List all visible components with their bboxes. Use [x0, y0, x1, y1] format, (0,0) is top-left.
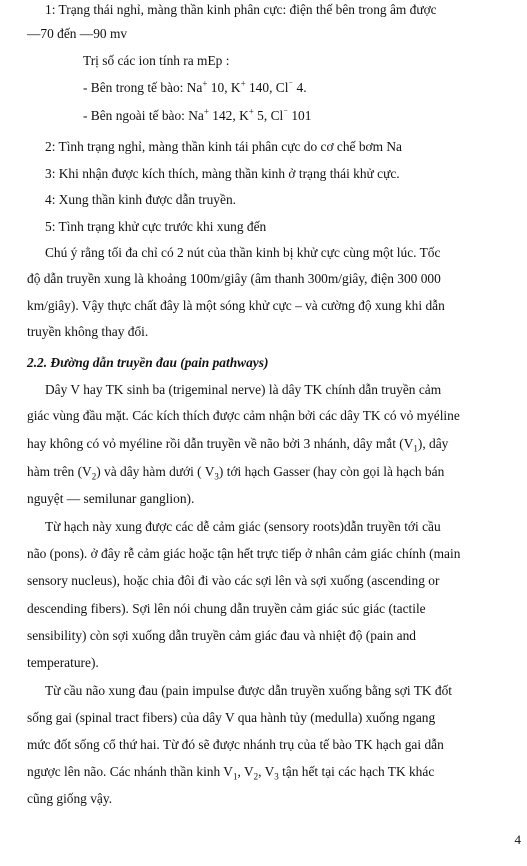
ions-outside-a: - Bên ngoài tế bào: Na	[83, 108, 204, 123]
sub-3: 3	[274, 771, 279, 782]
para1-line-1: Chú ý rằng tối đa chỉ có 2 nút của thần kinh bị khử cực cùng một lúc. Tốc	[45, 245, 441, 260]
sub-1: 1	[413, 443, 418, 454]
sup-plus: +	[203, 106, 209, 117]
para4-line-3: mức đốt sống cổ thứ hai. Từ đó sẽ được nhánh trụ của tế bào TK hạch gai dẫn	[27, 737, 444, 752]
para2-line-2: giác vùng đầu mặt. Các kích thích được cảm nhận bởi các dây TK có vỏ myéline	[27, 408, 460, 423]
ions-inside-d: 4.	[293, 80, 307, 95]
para4-line-4d: tận hết tại các hạch TK khác	[278, 764, 435, 779]
sub-2: 2	[91, 471, 97, 482]
para4-line-4b: , V	[237, 764, 254, 779]
para2-line-3b: ), dây	[417, 436, 449, 451]
para4-line-4a: ngược lên não. Các nhánh thần kinh V	[27, 764, 233, 779]
sup-minus: ⁻	[283, 106, 288, 117]
para2-line-3a: hay không có vỏ myéline rồi dẫn truyền về não bởi 3 nhánh, dây mắt (V	[27, 436, 414, 451]
para2-line-1: Dây V hay TK sinh ba (trigeminal nerve) là dây TK chính dẫn truyền cảm	[45, 382, 442, 397]
para2-line-4b: ) và dây hàm dưới ( V	[96, 464, 215, 479]
ions-intro: Trị số các ion tính ra mEp :	[83, 53, 230, 68]
sup-plus: +	[202, 78, 208, 89]
para2-line-5: nguyệt — semilunar ganglion).	[27, 491, 195, 506]
para4-line-2: sống gai (spinal tract fibers) của dây V qua hành tủy (medulla) xuống ngang	[27, 710, 436, 725]
para2-line-3	[27, 436, 448, 452]
section-heading: 2.2. Đường dẫn truyền đau (pain pathways)	[27, 355, 269, 370]
para3-line-5: sensibility) còn sợi xuống dẫn truyền cảm giác đau và nhiệt độ (pain and	[27, 628, 416, 643]
para4-line-1: Từ cầu não xung đau (pain impulse được dẫn truyền xuống bằng sợi TK đốt	[45, 683, 453, 698]
ions-inside-b: 10, K	[207, 80, 241, 95]
para3-line-6: temperature).	[27, 655, 99, 670]
ions-inside-a: - Bên trong tế bào: Na	[83, 80, 203, 95]
sub-3: 3	[214, 471, 219, 482]
ions-inside	[83, 80, 307, 96]
para4-line-5: cũng giống vậy.	[27, 791, 113, 806]
list-item-1-line-2: —70 đến —90 mv	[27, 26, 128, 41]
ions-outside-b: 142, K	[208, 108, 249, 123]
ions-outside	[83, 108, 311, 124]
para3-line-2: não (pons). ở đây rễ cảm giác hoặc tận hết trực tiếp ở nhân cảm giác chính (main	[27, 546, 461, 561]
page-number: 4	[514, 832, 521, 847]
list-item-2: 2: Tình trạng nghỉ, màng thần kinh tái phân cực do cơ chế bơm Na	[45, 139, 402, 154]
list-item-3: 3: Khi nhận được kích thích, màng thần kinh ở trạng thái khử cực.	[45, 166, 400, 181]
list-item-1-line-1: 1: Trạng thái nghỉ, màng thần kinh phân cực: điện thế bên trong âm được	[45, 2, 437, 17]
para1-line-4: truyền không thay đổi.	[27, 324, 149, 339]
ions-outside-d: 101	[287, 108, 312, 123]
list-item-5: 5: Tình trạng khử cực trước khi xung đến	[45, 219, 267, 234]
sup-minus: ⁻	[288, 78, 294, 89]
para3-line-3: sensory nucleus), hoặc chia đôi đi vào các sợi lên và sợi xuống (ascending or	[27, 573, 440, 588]
para4-line-4c: , V	[258, 764, 275, 779]
para3-line-1: Từ hạch này xung được các dễ cảm giác (sensory roots)dẫn truyền tới cầu	[45, 519, 441, 534]
ions-inside-c: 140, Cl	[245, 80, 289, 95]
para2-line-4	[27, 464, 444, 480]
para3-line-4: descending fibers). Sợi lên nói chung dẫn truyền cảm giác súc giác (tactile	[27, 601, 426, 616]
list-item-4: 4: Xung thần kinh được dẫn truyền.	[45, 192, 236, 207]
ions-outside-c: 5, Cl	[253, 108, 284, 123]
sub-1: 1	[232, 771, 238, 782]
sub-2: 2	[253, 771, 259, 782]
sup-plus: +	[240, 78, 246, 89]
para2-line-4a: hàm trên (V	[27, 464, 92, 479]
para2-line-4c: ) tới hạch Gasser (hay còn gọi là hạch bán	[218, 464, 445, 479]
sup-plus: +	[248, 106, 254, 117]
para1-line-2: độ dẫn truyền xung là khoảng 100m/giây (âm thanh 300m/giây, điện 300 000	[27, 271, 441, 286]
para1-line-3: km/giây). Vậy thực chất đây là một sóng khử cực – và cường độ xung khi dẫn	[27, 298, 445, 313]
para4-line-4	[27, 764, 434, 780]
